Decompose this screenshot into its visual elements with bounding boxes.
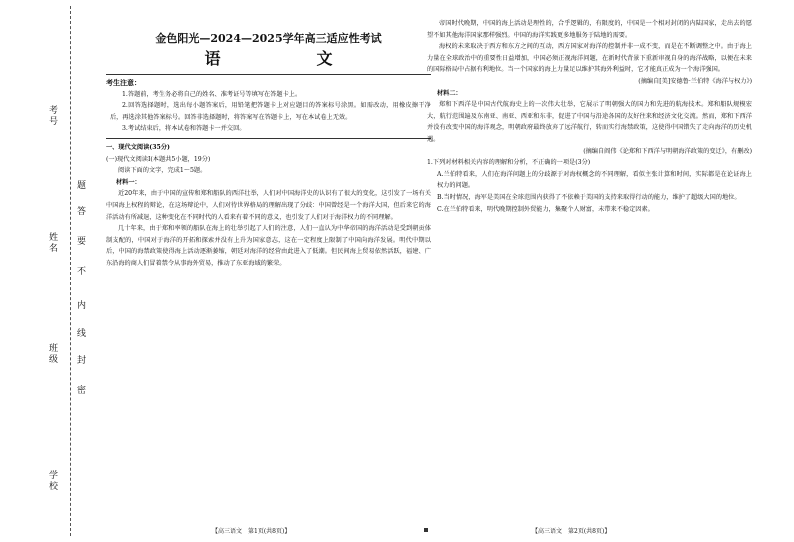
subsection-heading: (一)现代文阅读Ⅰ(本题共5小题，19分) xyxy=(106,155,211,163)
notice-item: 1.答题前，考生务必将自己的姓名、准考证号等填写在答题卡上。 xyxy=(122,90,302,98)
answer-option: C.在兰伯特看来，明代晚期控制外贸能力，集聚个人财富，未带来不稳定因素。 xyxy=(437,205,654,213)
seal-char: 要 xyxy=(75,236,85,245)
label-school: 学校 xyxy=(47,470,57,492)
label-exam-number: 考号 xyxy=(47,105,57,127)
material-label: 材料一： xyxy=(116,178,141,186)
binding-margin xyxy=(0,0,104,542)
page-footer-left: 【高三语文 第1页(共8页)】 xyxy=(212,528,291,535)
seal-char: 题 xyxy=(75,180,85,189)
notice-title: 考生注意： xyxy=(106,78,141,87)
subject-title: 语 文 xyxy=(204,49,373,68)
seal-char: 不 xyxy=(75,266,85,275)
page-column-right xyxy=(427,18,752,215)
answer-option: B.当时情况，海军是美国在全球范围内获得了不依赖于美国的支持来取得行动的能力，维护了超级大国的地位。 xyxy=(437,193,741,201)
binding-dashed-line xyxy=(70,6,71,536)
notice-item: 2.回答选择题时，选出每小题答案后，用铅笔把答题卡上对应题目的答案标号涂黑。如需改动，用橡皮擦干净后，再选涂其他答案标号。回答非选择题时，将答案写在答题卡上，写在本试卷上无效。 xyxy=(110,102,431,121)
answer-option: A.兰伯特看来，人们在海洋问题上的分歧源于对海权概念的不同理解，看似主张计算和时间，实际都是在论证海上权力的问题。 xyxy=(437,170,752,190)
paragraph: 郑和下西洋是中国古代航海史上的一次伟大壮举，它展示了明朝强大的国力和先进的航海技术。郑和船队规模宏大，航行范围遍及东南亚、南亚、西亚和东非，促进了中国与沿途各国的友好往来和经济文化交流。然而，郑和下西洋并没有改变中国的海洋观念，明朝政府最终放弃了远洋航行，转而实行海禁政策，这使得中国错失了走向海洋的历史机遇。 xyxy=(427,101,752,143)
question: 1.下列对材料相关内容的理解和分析，不正确的一项是(3分) xyxy=(427,159,591,167)
source-citation: (摘编自[美]安德鲁·兰伯特《海洋与权力》) xyxy=(638,77,752,85)
seal-char: 密 xyxy=(75,385,85,394)
seal-char: 封 xyxy=(75,355,85,364)
reading-instruction: 阅读下面的文字，完成1～5题。 xyxy=(118,167,207,175)
source-citation: (摘编自阎伟《论郑和下西洋与明朝海洋政策的变迁》，有删改) xyxy=(583,147,752,155)
paragraph: 近20年来，由于中国的宣传和郑和船队的西洋壮举，人们对中国海洋史的认识有了很大的变化，这引发了一场有关中国海上权程的辩论，在这场辩论中，人们对待世界格局的理解出现了分歧：中国曾经是一个海洋大国，但后来它的海洋活动有所减退，这种变化在不同时代的人看来有着不同的意义，也引发了人们对于海洋权力的不同理解。 xyxy=(106,190,431,221)
notice-item: 3.考试结束后，将本试卷和答题卡一并交回。 xyxy=(122,125,246,133)
paragraph: 几十年来，由于郑和率领的船队在海上的壮举引起了人们的注意，人们一直认为中华帝国的海洋活动是受到朝贡体制支配的，中国对于海洋的开拓和探索并没有上升为国家意志，这在一定程度上限制了中国向海洋发展。明代中期以后，中国的海禁政策使得海上活动逐渐萎缩，朝廷对海洋的经营由此进入了低潮。但民间海上贸易依然活跃，福建、广东沿海的商人们冒着禁令从事海外贸易，推动了东亚海域的繁荣。 xyxy=(106,225,431,267)
paragraph: 海权的未来取决于西方和东方之间的互动，西方国家对海洋的控制并非一成不变，而是在不断调整之中。由于海上力量在全球政治中的重要性日益增加，中国必须正视海洋问题，在新时代背景下重新审视自身的海洋战略，以便在未来的国际格局中占据有利地位。当一个国家的海上力量足以维护其海外利益时，它才能真正成为一个海洋强国。 xyxy=(427,43,752,74)
label-name: 姓名 xyxy=(47,232,57,254)
section-heading: 一、现代文阅读(35分) xyxy=(106,143,170,151)
notice-box xyxy=(106,74,431,139)
material-label: 材料二： xyxy=(437,89,462,97)
page-column-left xyxy=(106,18,431,270)
seal-char: 答 xyxy=(75,206,85,215)
page-mark xyxy=(424,528,428,532)
label-class: 班级 xyxy=(47,343,57,365)
seal-char: 内 xyxy=(75,300,85,309)
page-footer-right: 【高三语文 第2页(共8页)】 xyxy=(532,528,611,535)
seal-char: 线 xyxy=(75,328,85,337)
exam-title: 金色阳光—2024—2025学年高三适应性考试 xyxy=(155,32,382,45)
paragraph: 帝国时代晚期，中国的海上活动是理性的，合乎逻辑的，有限度的，中国是一个相对封闭的内陆国家，走出去的愿望不如其他海洋国家那样强烈。中国的海洋实践更多地服务于陆地的需要。 xyxy=(427,20,752,39)
